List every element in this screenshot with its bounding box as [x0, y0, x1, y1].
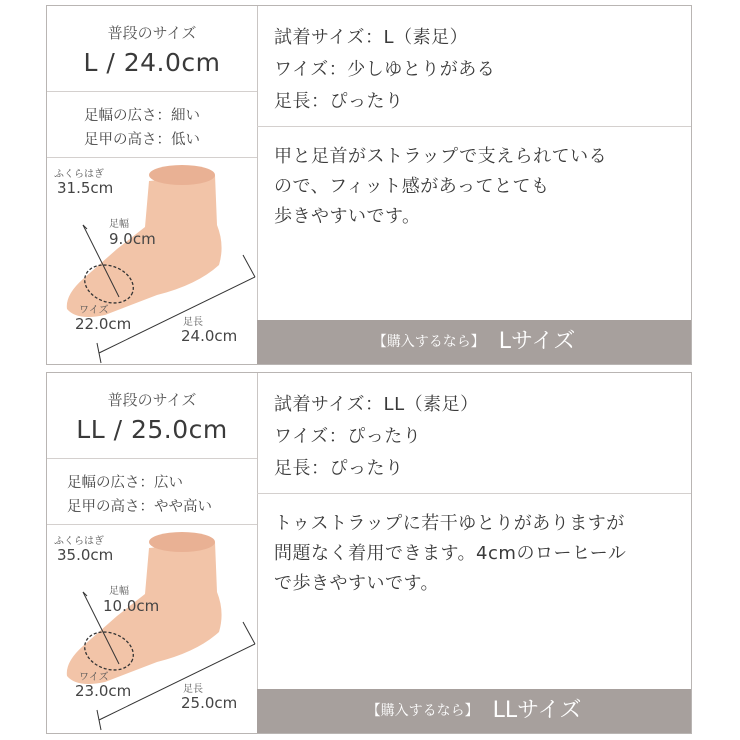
review-comment: [274, 509, 684, 599]
recommended-size-banner: [257, 689, 691, 733]
tryon-details: [257, 6, 691, 127]
foot-width-label: 足幅: [109, 586, 129, 597]
buy-prefix: 【購入するなら】: [372, 334, 485, 350]
foot-measurement-illustration: [47, 524, 257, 732]
recommended-size-banner: [257, 320, 691, 364]
comment-line: 問題なく着用できます。4cmのローヒール: [274, 543, 627, 564]
length-value: 25.0cm: [181, 694, 238, 712]
wise-value: 23.0cm: [75, 682, 132, 700]
calf-label: ふくらはぎ: [54, 169, 104, 180]
size-profile-panel: [47, 373, 258, 733]
wise-value: 22.0cm: [75, 315, 132, 333]
usual-size-value: L / 24.0cm: [83, 48, 221, 77]
calf-label: ふくらはぎ: [54, 536, 104, 547]
comment-line: ので、フィット感があってとても: [274, 176, 550, 197]
comment-line: トゥストラップに若干ゆとりがありますが: [274, 513, 625, 534]
wise-label: ワイズ: [79, 672, 109, 683]
review-card-2: [46, 372, 692, 734]
tryon-panel: [257, 373, 691, 733]
tryon-length-text: 足長：ぴったり: [274, 458, 404, 479]
usual-size-value: LL / 25.0cm: [76, 415, 228, 444]
tryon-wise-text: ワイズ：少しゆとりがある: [274, 59, 496, 80]
tryon-size-text: 試着サイズ：L（素足）: [274, 27, 469, 48]
tryon-size-text: 試着サイズ：LL（素足）: [274, 394, 479, 415]
wise-label: ワイズ: [79, 305, 109, 316]
tryon-details: [257, 373, 691, 494]
usual-size-label: 普段のサイズ: [107, 391, 197, 409]
review-card-1: [46, 5, 692, 365]
buy-prefix: 【購入するなら】: [366, 703, 479, 719]
foot-width-value: 9.0cm: [109, 230, 156, 248]
calf-value: 35.0cm: [57, 546, 114, 564]
usual-size-box: [47, 6, 257, 92]
comment-line: 歩きやすいです。: [274, 206, 421, 227]
buy-size: LLサイズ: [492, 698, 582, 723]
instep-height-text: 足甲の高さ：低い: [84, 132, 200, 148]
usual-size-label: 普段のサイズ: [107, 24, 197, 42]
foot-shape-box: [47, 458, 257, 525]
buy-size: Lサイズ: [498, 329, 576, 354]
foot-shape-box: [47, 91, 257, 158]
tryon-wise-text: ワイズ：ぴったり: [274, 426, 422, 447]
comment-line: 甲と足首がストラップで支えられている: [274, 146, 608, 167]
foot-width-value: 10.0cm: [103, 597, 160, 615]
length-value: 24.0cm: [181, 327, 238, 345]
review-comment: [274, 142, 684, 232]
foot-width-text: 足幅の広さ：広い: [67, 475, 183, 491]
comment-line: で歩きやすいです。: [274, 573, 440, 594]
usual-size-box: [47, 373, 257, 459]
instep-height-text: 足甲の高さ：やや高い: [67, 499, 212, 515]
foot-width-text: 足幅の広さ：細い: [84, 108, 200, 124]
foot-measurement-illustration: [47, 157, 257, 365]
length-label: 足長: [183, 317, 203, 328]
calf-value: 31.5cm: [57, 179, 114, 197]
tryon-length-text: 足長：ぴったり: [274, 91, 404, 112]
length-label: 足長: [183, 684, 203, 695]
foot-width-label: 足幅: [109, 219, 129, 230]
size-profile-panel: [47, 6, 258, 364]
tryon-panel: [257, 6, 691, 364]
